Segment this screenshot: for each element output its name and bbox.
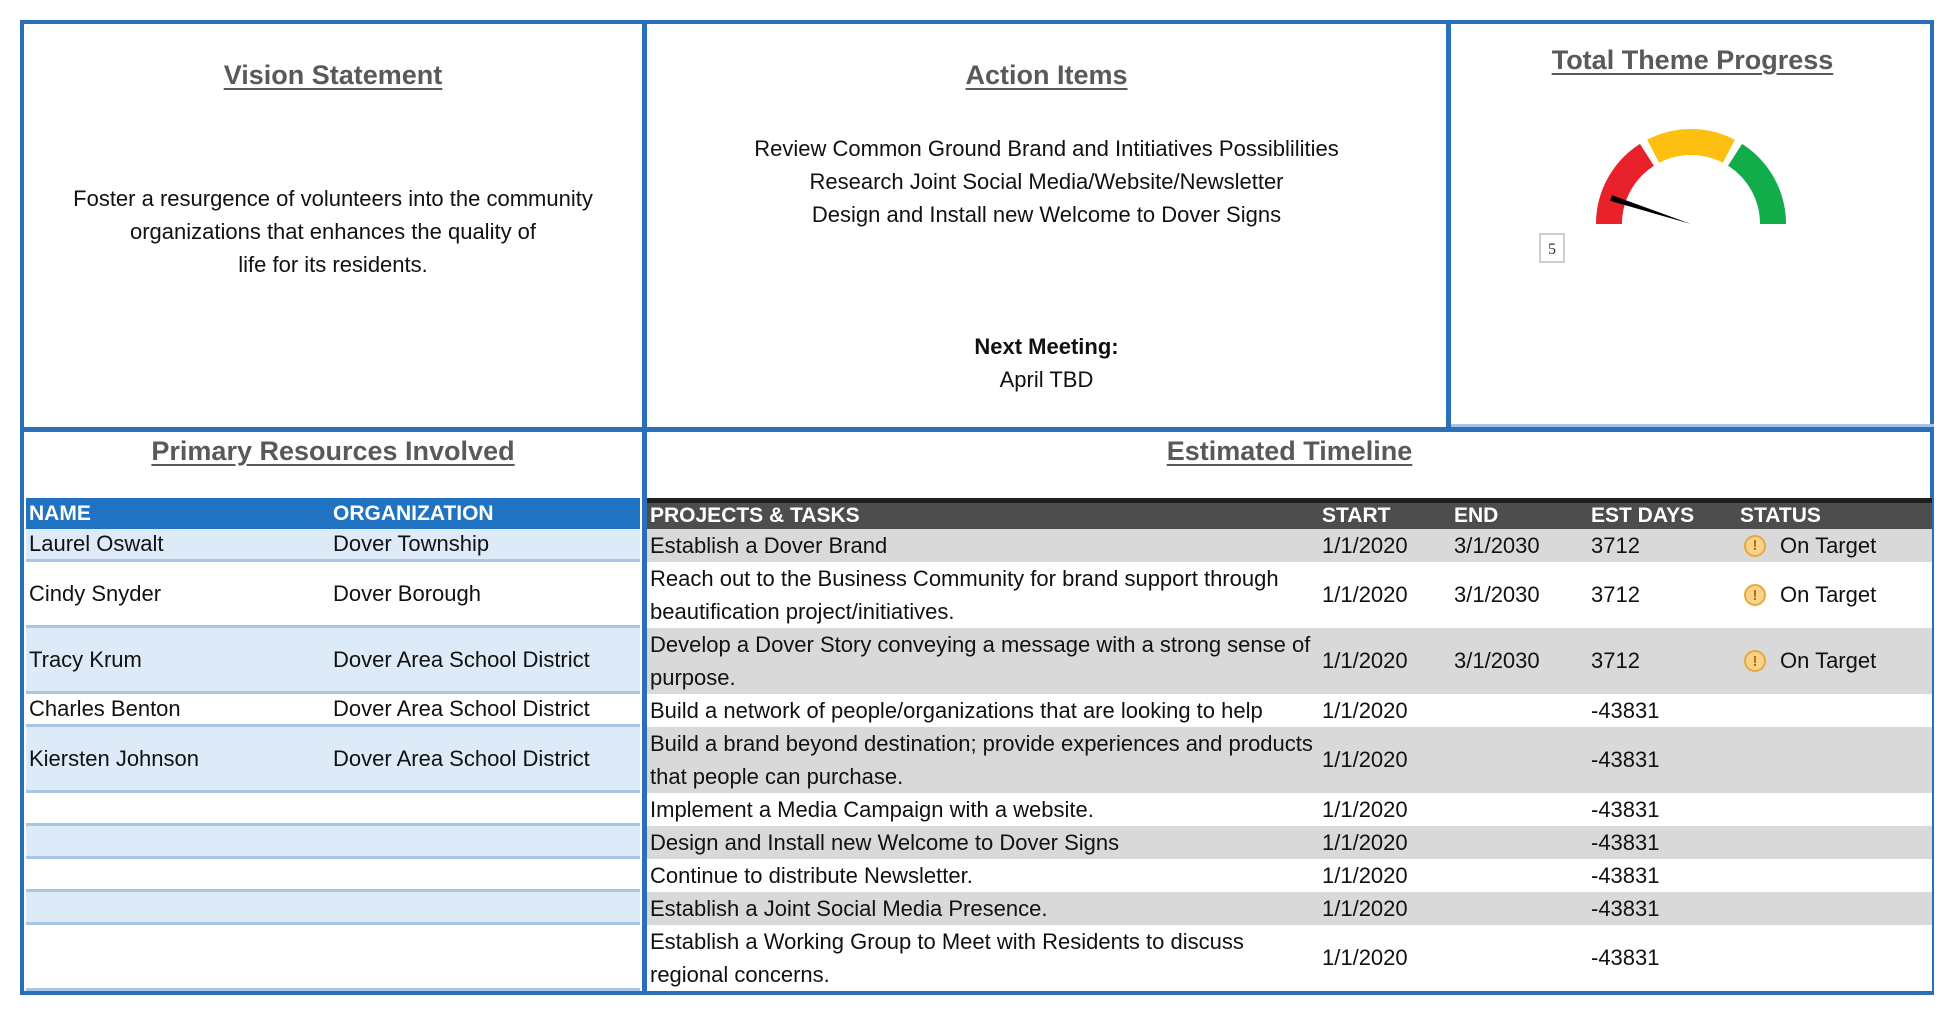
action-items-title: Action Items: [965, 60, 1128, 90]
timeline-header-days: EST DAYS: [1591, 504, 1695, 527]
exclamation-icon: !: [1744, 584, 1766, 606]
timeline-est-days: 3712: [1591, 648, 1640, 673]
progress-gauge: [1451, 114, 1934, 354]
timeline-header-status: STATUS: [1740, 504, 1821, 527]
timeline-row: [647, 562, 1932, 628]
timeline-task: Reach out to the Business Community for brand support through beautification project/initiatives.: [650, 566, 1279, 624]
timeline-row: [647, 793, 1932, 826]
timeline-title: Estimated Timeline: [1166, 436, 1413, 466]
resource-row: [26, 628, 640, 694]
action-items-panel: [647, 24, 1446, 427]
timeline-task: Establish a Working Group to Meet with Residents to discuss regional concerns.: [650, 929, 1244, 987]
resource-organization: Dover Area School District: [333, 745, 590, 771]
timeline-est-days: -43831: [1591, 895, 1660, 921]
resource-row: [26, 793, 640, 826]
progress-panel-bottom-border: [1451, 424, 1934, 427]
resource-name: Tracy Krum: [29, 646, 142, 672]
timeline-row: [647, 694, 1932, 727]
resources-header-organization: ORGANIZATION: [333, 501, 494, 525]
timeline-row: [647, 925, 1932, 991]
timeline-start: 1/1/2020: [1322, 829, 1408, 855]
timeline-task: Implement a Media Campaign with a website.: [650, 797, 1094, 822]
resource-name: Kiersten Johnson: [29, 745, 199, 771]
exclamation-icon: !: [1744, 650, 1766, 672]
timeline-task: Build a network of people/organizations that are looking to help: [650, 698, 1263, 723]
timeline-header-row: [647, 498, 1932, 529]
next-meeting-value: April TBD: [999, 367, 1094, 392]
exclamation-icon: !: [1744, 535, 1766, 557]
timeline-start: 1/1/2020: [1322, 747, 1408, 772]
timeline-task: Design and Install new Welcome to Dover Signs: [650, 830, 1120, 855]
timeline-start: 1/1/2020: [1322, 796, 1408, 822]
resource-row: [26, 694, 640, 727]
resource-organization: Dover Borough: [333, 580, 481, 606]
timeline-task: Establish a Joint Social Media Presence.: [650, 896, 1048, 921]
timeline-task: Develop a Dover Story conveying a message with a strong sense of purpose.: [650, 632, 1311, 690]
timeline-est-days: -43831: [1591, 829, 1660, 855]
resource-row: [26, 727, 640, 793]
next-meeting-label: Next Meeting:: [974, 334, 1119, 359]
resource-name: Cindy Snyder: [29, 580, 162, 606]
gauge-red-segment: [1609, 155, 1647, 224]
timeline-start: 1/1/2020: [1322, 648, 1408, 673]
timeline-est-days: 3712: [1591, 582, 1640, 607]
timeline-row: [647, 628, 1932, 694]
timeline-est-days: -43831: [1591, 862, 1660, 888]
vision-title: Vision Statement: [223, 60, 443, 90]
timeline-start: 1/1/2020: [1322, 895, 1408, 921]
timeline-row: [647, 826, 1932, 859]
timeline-row: [647, 859, 1932, 892]
action-item: Research Joint Social Media/Website/Newsletter: [809, 169, 1284, 194]
timeline-est-days: -43831: [1591, 697, 1660, 723]
timeline-est-days: 3712: [1591, 532, 1640, 558]
action-item: Review Common Ground Brand and Intitiatives Possiblilities: [754, 136, 1339, 161]
timeline-start: 1/1/2020: [1322, 582, 1408, 607]
action-item: Design and Install new Welcome to Dover Signs: [811, 202, 1282, 227]
vision-panel: [24, 24, 642, 427]
gauge-value-label: 5: [1548, 241, 1556, 258]
next-meeting: [647, 330, 1446, 396]
vision-line: organizations that enhances the quality of: [129, 219, 537, 244]
timeline-end: 3/1/2030: [1454, 582, 1540, 607]
resource-organization: Dover Township: [333, 531, 490, 556]
resources-title: Primary Resources Involved: [151, 436, 515, 466]
timeline-end: 3/1/2030: [1454, 648, 1540, 673]
timeline-status-text: On Target: [1780, 582, 1877, 607]
timeline-header-start: START: [1322, 504, 1391, 527]
progress-panel: [1451, 24, 1934, 424]
timeline-status: [1740, 533, 1932, 559]
divider-horizontal: [20, 427, 1934, 432]
timeline-row: [647, 892, 1932, 925]
resource-name: Laurel Oswalt: [29, 531, 164, 556]
resource-row: [26, 859, 640, 892]
vision-text: [24, 182, 642, 281]
timeline-task: Continue to distribute Newsletter.: [650, 863, 973, 888]
vision-line: Foster a resurgence of volunteers into the community: [73, 186, 593, 211]
gauge-yellow-segment: [1653, 142, 1729, 151]
timeline-est-days: -43831: [1591, 747, 1660, 772]
timeline-status-text: On Target: [1780, 532, 1877, 558]
vision-line: life for its residents.: [238, 252, 428, 277]
resource-organization: Dover Area School District: [333, 696, 590, 721]
resource-organization: Dover Area School District: [333, 646, 590, 672]
timeline-row: [647, 727, 1932, 793]
timeline-status: [1740, 648, 1932, 674]
resources-header-row: [26, 498, 640, 529]
timeline-status: [1740, 582, 1932, 608]
resource-row: [26, 892, 640, 925]
timeline-header-task: PROJECTS & TASKS: [650, 504, 860, 527]
timeline-start: 1/1/2020: [1322, 862, 1408, 888]
timeline-start: 1/1/2020: [1322, 532, 1408, 558]
progress-title: Total Theme Progress: [1551, 45, 1834, 75]
timeline-row: [647, 529, 1932, 562]
timeline-status-text: On Target: [1780, 648, 1877, 673]
timeline-est-days: -43831: [1591, 945, 1660, 970]
action-items-list: [647, 132, 1446, 231]
resources-header-name: NAME: [29, 501, 91, 525]
timeline-end: 3/1/2030: [1454, 532, 1540, 558]
timeline-task: Establish a Dover Brand: [650, 533, 888, 558]
resource-row: [26, 925, 640, 991]
gauge-green-segment: [1735, 155, 1773, 224]
resource-row: [26, 529, 640, 562]
timeline-task: Build a brand beyond destination; provide experiences and products that people can purchase.: [650, 731, 1313, 789]
timeline-start: 1/1/2020: [1322, 945, 1408, 970]
timeline-header-end: END: [1454, 504, 1499, 527]
timeline-start: 1/1/2020: [1322, 697, 1408, 723]
timeline-est-days: -43831: [1591, 796, 1660, 822]
resource-name: Charles Benton: [29, 696, 181, 721]
resource-row: [26, 562, 640, 628]
resource-row: [26, 826, 640, 859]
